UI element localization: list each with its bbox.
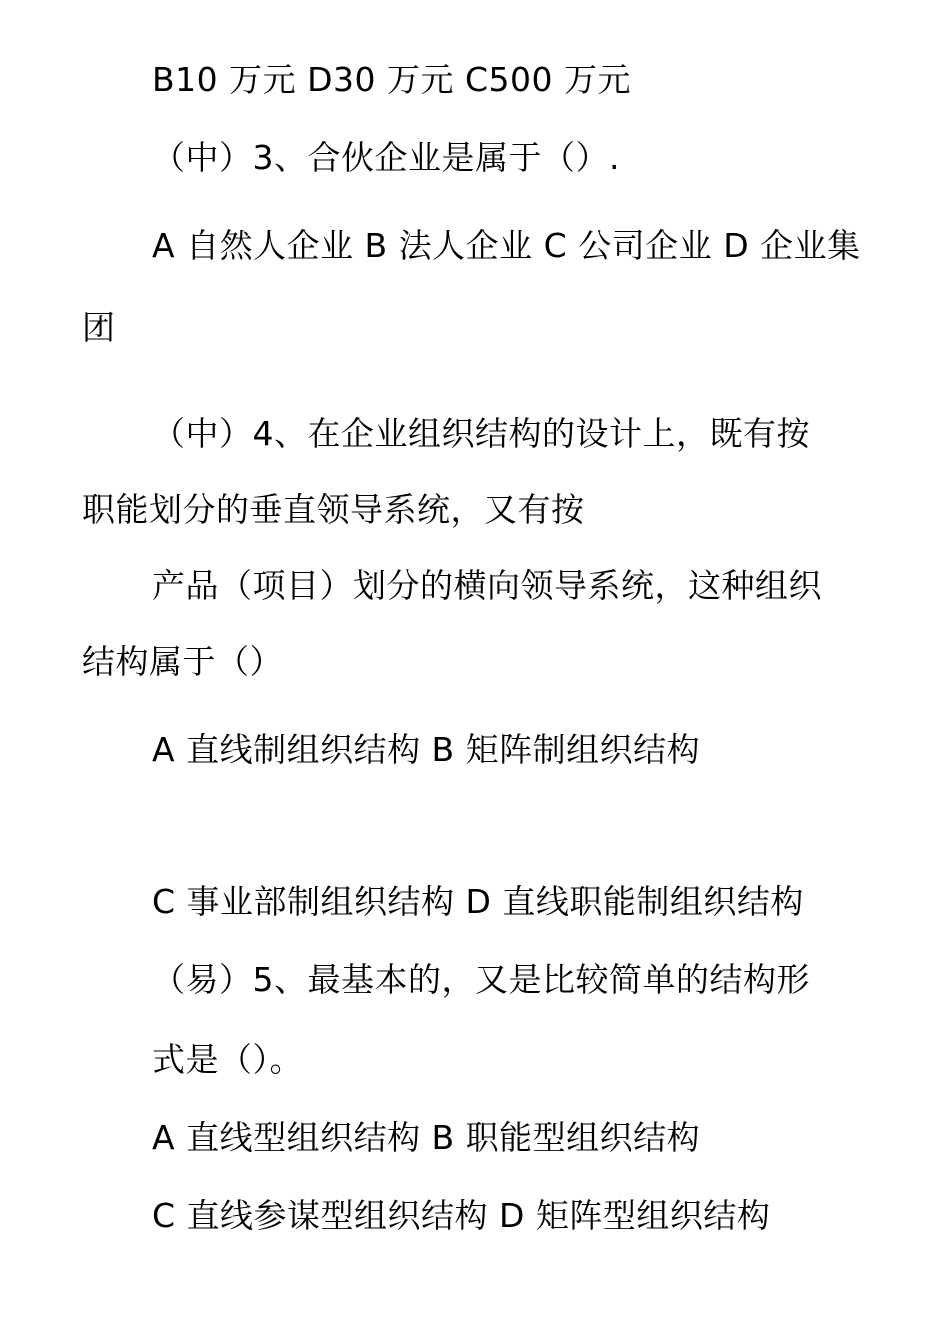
text-line: （中）4、在企业组织结构的设计上，既有按 [152,414,810,453]
text-line: 职能划分的垂直领导系统，又有按 [82,490,585,529]
text-line: （易）5、最基本的，又是比较简单的结构形 [152,960,810,999]
text-line: A 直线型组织结构 B 职能型组织结构 [152,1118,701,1157]
text-line: 结构属于（） [82,642,283,681]
text-line: C 事业部制组织结构 D 直线职能制组织结构 [152,882,804,921]
text-line: （中）3、合伙企业是属于（）. [152,138,620,177]
text-line: A 自然人企业 B 法人企业 C 公司企业 D 企业集 [152,226,861,265]
text-line: B10 万元 D30 万元 C500 万元 [152,60,632,99]
text-line: A 直线制组织结构 B 矩阵制组织结构 [152,730,701,769]
text-line: C 直线参谋型组织结构 D 矩阵型组织结构 [152,1196,771,1235]
text-line: 团 [82,308,116,347]
text-line: 产品（项目）划分的横向领导系统，这种组织 [152,566,822,605]
text-line: 式是（）。 [152,1040,303,1079]
